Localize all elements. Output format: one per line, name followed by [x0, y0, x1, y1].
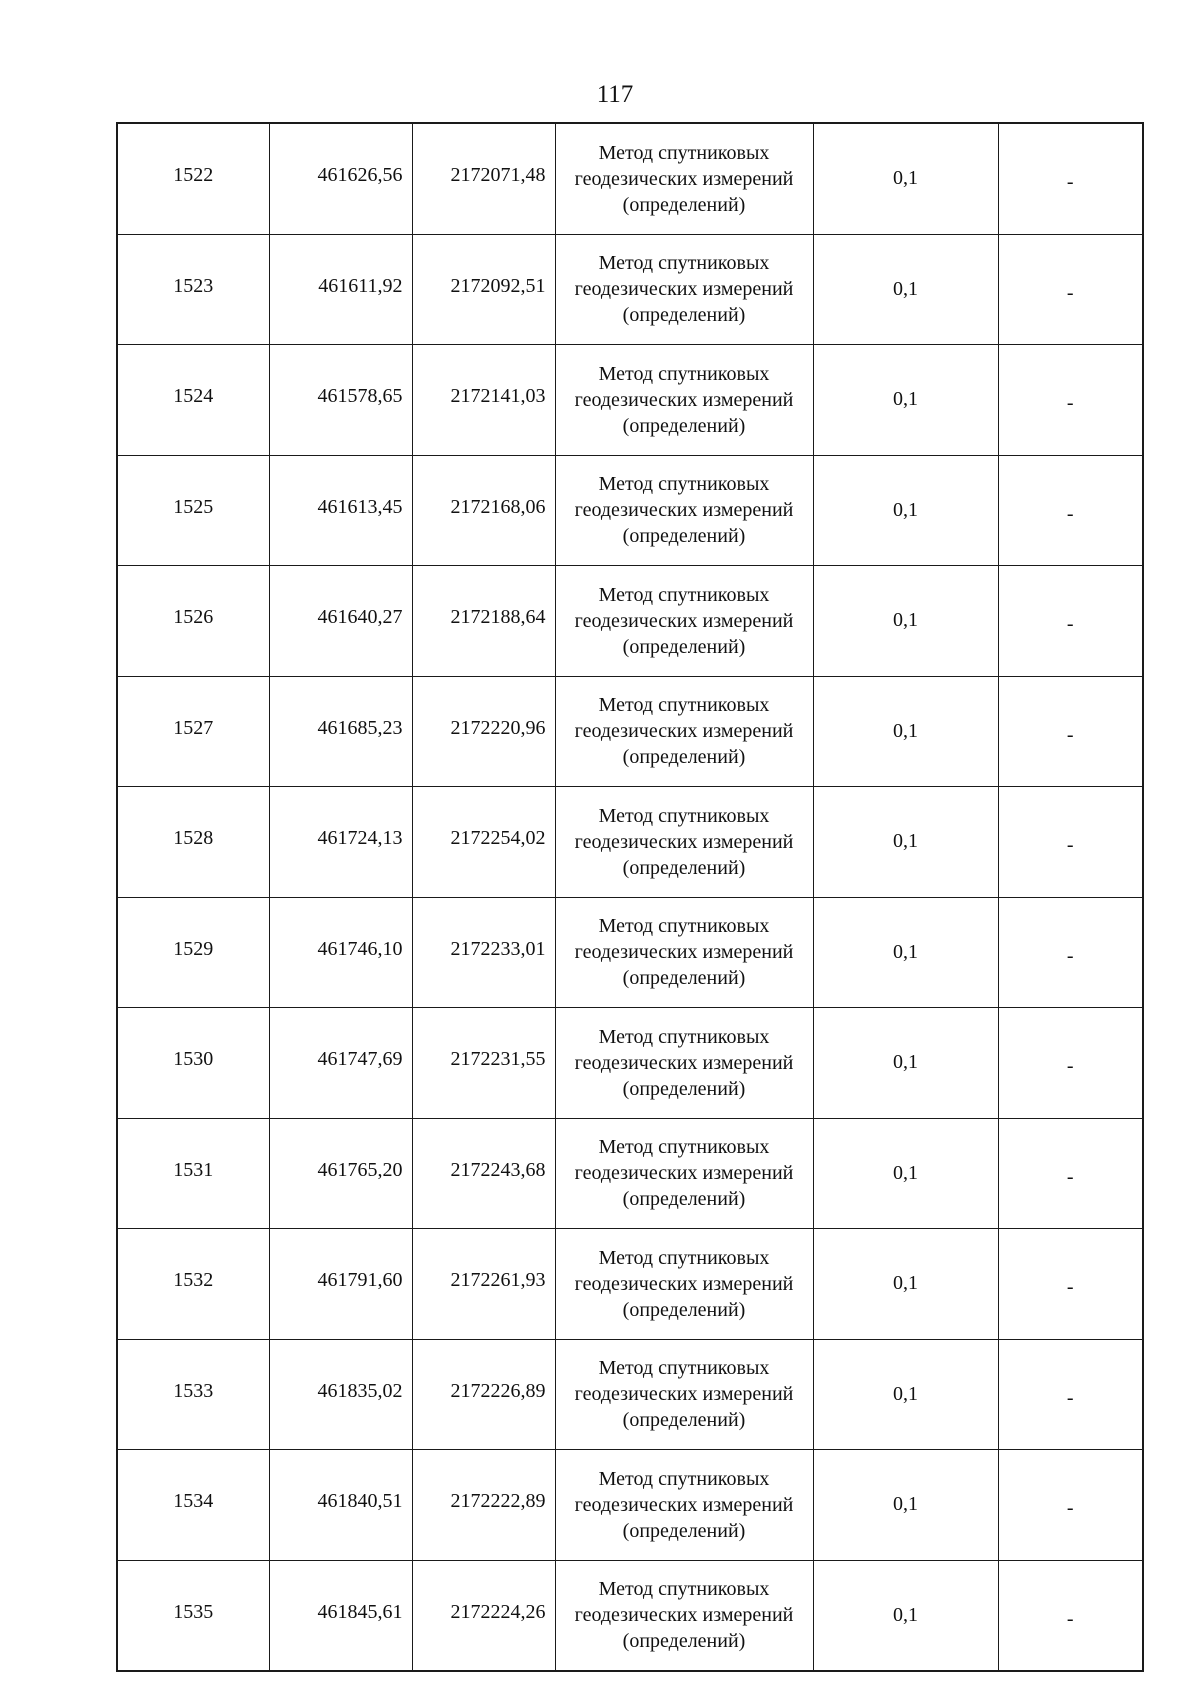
- method-line: геодезических измерений: [574, 830, 794, 853]
- method-line: (определений): [622, 304, 746, 327]
- note-cell: -: [998, 1339, 1143, 1450]
- point-number-cell: 1525: [117, 455, 269, 566]
- method-cell: [555, 1008, 813, 1119]
- table-row: [117, 123, 1143, 234]
- table-row: [117, 1118, 1143, 1229]
- note-cell: -: [998, 897, 1143, 1008]
- note-cell: -: [998, 234, 1143, 345]
- method-cell: [555, 1339, 813, 1450]
- method-cell: [555, 897, 813, 1008]
- method-cell: [555, 1118, 813, 1229]
- point-number-cell: 1530: [117, 1008, 269, 1119]
- table-row: [117, 455, 1143, 566]
- table-row: [117, 1560, 1143, 1671]
- method-line: (определений): [622, 193, 746, 216]
- method-line: (определений): [622, 1519, 746, 1542]
- point-number-cell: 1522: [117, 123, 269, 234]
- method-line: Метод спутниковых: [598, 473, 770, 496]
- table-row: [117, 345, 1143, 456]
- method-line: (определений): [622, 746, 746, 769]
- note-cell: -: [998, 787, 1143, 898]
- table-row: [117, 897, 1143, 1008]
- method-cell: [555, 1560, 813, 1671]
- note-cell: -: [998, 1008, 1143, 1119]
- accuracy-cell: 0,1: [813, 1229, 998, 1340]
- point-number-cell: 1526: [117, 566, 269, 677]
- method-line: геодезических измерений: [574, 941, 794, 964]
- method-line: геодезических измерений: [574, 1272, 794, 1295]
- accuracy-cell: 0,1: [813, 787, 998, 898]
- method-line: (определений): [622, 635, 746, 658]
- point-number-cell: 1529: [117, 897, 269, 1008]
- method-line: геодезических измерений: [574, 167, 794, 190]
- accuracy-cell: 0,1: [813, 1560, 998, 1671]
- method-line: (определений): [622, 856, 746, 879]
- y-coordinate-cell: 2172254,02: [412, 787, 555, 898]
- method-line: (определений): [622, 1298, 746, 1321]
- accuracy-cell: 0,1: [813, 566, 998, 677]
- method-line: (определений): [622, 1630, 746, 1653]
- method-cell: [555, 787, 813, 898]
- point-number-cell: 1527: [117, 676, 269, 787]
- accuracy-cell: 0,1: [813, 1450, 998, 1561]
- method-line: Метод спутниковых: [598, 1136, 770, 1159]
- table-row: [117, 676, 1143, 787]
- note-cell: -: [998, 1450, 1143, 1561]
- method-line: Метод спутниковых: [598, 252, 770, 275]
- method-line: (определений): [622, 525, 746, 548]
- method-cell: [555, 123, 813, 234]
- method-line: геодезических измерений: [574, 609, 794, 632]
- note-cell: -: [998, 123, 1143, 234]
- table-row: [117, 1450, 1143, 1561]
- y-coordinate-cell: 2172168,06: [412, 455, 555, 566]
- method-line: Метод спутниковых: [598, 141, 770, 164]
- method-line: геодезических измерений: [574, 499, 794, 522]
- method-cell: [555, 566, 813, 677]
- table-row: [117, 1008, 1143, 1119]
- y-coordinate-cell: 2172141,03: [412, 345, 555, 456]
- x-coordinate-cell: 461835,02: [269, 1339, 412, 1450]
- page-number: 117: [596, 81, 634, 108]
- point-number-cell: 1535: [117, 1560, 269, 1671]
- accuracy-cell: 0,1: [813, 676, 998, 787]
- accuracy-cell: 0,1: [813, 897, 998, 1008]
- y-coordinate-cell: 2172233,01: [412, 897, 555, 1008]
- method-line: Метод спутниковых: [598, 694, 770, 717]
- table-body: [117, 123, 1143, 1671]
- note-cell: -: [998, 676, 1143, 787]
- x-coordinate-cell: 461685,23: [269, 676, 412, 787]
- point-number-cell: 1532: [117, 1229, 269, 1340]
- accuracy-cell: 0,1: [813, 455, 998, 566]
- accuracy-cell: 0,1: [813, 345, 998, 456]
- method-cell: [555, 1229, 813, 1340]
- method-line: Метод спутниковых: [598, 804, 770, 827]
- table-row: [117, 1229, 1143, 1340]
- point-number-cell: 1523: [117, 234, 269, 345]
- method-line: геодезических измерений: [574, 278, 794, 301]
- y-coordinate-cell: 2172071,48: [412, 123, 555, 234]
- method-cell: [555, 455, 813, 566]
- method-line: (определений): [622, 967, 746, 990]
- method-cell: [555, 345, 813, 456]
- note-cell: -: [998, 345, 1143, 456]
- method-line: (определений): [622, 1077, 746, 1100]
- method-line: геодезических измерений: [574, 1383, 794, 1406]
- y-coordinate-cell: 2172243,68: [412, 1118, 555, 1229]
- x-coordinate-cell: 461626,56: [269, 123, 412, 234]
- method-line: геодезических измерений: [574, 388, 794, 411]
- y-coordinate-cell: 2172261,93: [412, 1229, 555, 1340]
- y-coordinate-cell: 2172220,96: [412, 676, 555, 787]
- accuracy-cell: 0,1: [813, 1118, 998, 1229]
- method-cell: [555, 1450, 813, 1561]
- method-line: Метод спутниковых: [598, 1578, 770, 1601]
- point-number-cell: 1524: [117, 345, 269, 456]
- point-number-cell: 1531: [117, 1118, 269, 1229]
- method-line: Метод спутниковых: [598, 583, 770, 606]
- x-coordinate-cell: 461791,60: [269, 1229, 412, 1340]
- method-line: Метод спутниковых: [598, 915, 770, 938]
- method-line: Метод спутниковых: [598, 1025, 770, 1048]
- method-line: Метод спутниковых: [598, 1357, 770, 1380]
- table-row: [117, 234, 1143, 345]
- table-row: [117, 787, 1143, 898]
- y-coordinate-cell: 2172222,89: [412, 1450, 555, 1561]
- table-row: [117, 566, 1143, 677]
- method-line: (определений): [622, 1409, 746, 1432]
- accuracy-cell: 0,1: [813, 234, 998, 345]
- x-coordinate-cell: 461840,51: [269, 1450, 412, 1561]
- method-line: Метод спутниковых: [598, 362, 770, 385]
- note-cell: -: [998, 1118, 1143, 1229]
- note-cell: -: [998, 455, 1143, 566]
- y-coordinate-cell: 2172226,89: [412, 1339, 555, 1450]
- coordinates-table: [116, 122, 1144, 1672]
- method-line: Метод спутниковых: [598, 1246, 770, 1269]
- accuracy-cell: 0,1: [813, 123, 998, 234]
- y-coordinate-cell: 2172224,26: [412, 1560, 555, 1671]
- accuracy-cell: 0,1: [813, 1339, 998, 1450]
- x-coordinate-cell: 461640,27: [269, 566, 412, 677]
- method-line: геодезических измерений: [574, 1162, 794, 1185]
- x-coordinate-cell: 461724,13: [269, 787, 412, 898]
- x-coordinate-cell: 461613,45: [269, 455, 412, 566]
- method-cell: [555, 234, 813, 345]
- x-coordinate-cell: 461845,61: [269, 1560, 412, 1671]
- method-line: геодезических измерений: [574, 1604, 794, 1627]
- x-coordinate-cell: 461765,20: [269, 1118, 412, 1229]
- method-line: Метод спутниковых: [598, 1467, 770, 1490]
- note-cell: -: [998, 566, 1143, 677]
- x-coordinate-cell: 461747,69: [269, 1008, 412, 1119]
- point-number-cell: 1528: [117, 787, 269, 898]
- y-coordinate-cell: 2172231,55: [412, 1008, 555, 1119]
- method-line: геодезических измерений: [574, 720, 794, 743]
- x-coordinate-cell: 461611,92: [269, 234, 412, 345]
- method-cell: [555, 676, 813, 787]
- method-line: геодезических измерений: [574, 1051, 794, 1074]
- method-line: (определений): [622, 1188, 746, 1211]
- x-coordinate-cell: 461578,65: [269, 345, 412, 456]
- table-row: [117, 1339, 1143, 1450]
- y-coordinate-cell: 2172092,51: [412, 234, 555, 345]
- x-coordinate-cell: 461746,10: [269, 897, 412, 1008]
- method-line: (определений): [622, 414, 746, 437]
- y-coordinate-cell: 2172188,64: [412, 566, 555, 677]
- note-cell: -: [998, 1229, 1143, 1340]
- point-number-cell: 1534: [117, 1450, 269, 1561]
- note-cell: -: [998, 1560, 1143, 1671]
- method-line: геодезических измерений: [574, 1493, 794, 1516]
- accuracy-cell: 0,1: [813, 1008, 998, 1119]
- point-number-cell: 1533: [117, 1339, 269, 1450]
